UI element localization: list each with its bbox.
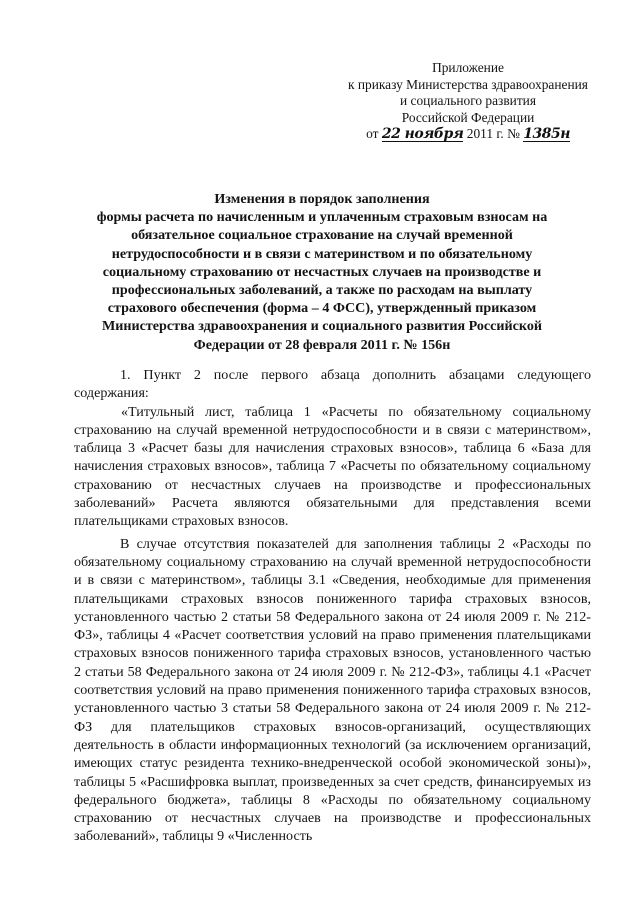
appendix-date-line [330,126,606,143]
title-line: формы расчета по начисленным и уплаченным страховым взносам на [96,209,548,226]
paragraph-absence: В случае отсутствия показателей для заполнения таблицы 2 «Расходы по обязательному социальному страхованию на случай временной нетрудоспособности и в связи с материнством», таблицы 3.1 «Сведения, необходимые для применения плательщиками страховых взносов пониженного тарифа страховых взносов, установленного частью 2 статьи 58 Федерального закона от 24 июля 2009 г. № 212-ФЗ», таблицы 4 «Расчет соответствия условий на право применения плательщиками страховых взносов пониженного тарифа страховых взносов, установленного частью 2 статьи 58 Федерального закона от 24 июля 2009 г. № 212-ФЗ», таблицы 4.1 «Расчет соответствия условий на право применения пониженного тарифа страховых взносов, установленного частью 3 статьи 58 Федерального закона от 24 июля 2009 г. № 212-ФЗ для плательщиков страховых взносов-организаций, осуществляющих деятельность в области информационных технологий (за исключением организаций, имеющих статус резидента технико-внедренческой особой экономической зоны)», таблицы 5 «Расшифровка выплат, произведенных за счет средств, финансируемых из федерального бюджета», таблицы 8 «Расходы по обязательному социальному страхованию от несчастных случаев на производстве и профессиональных заболеваний», таблицы 9 «Численность [74,535,591,845]
year-text: 2011 г. № [466,126,520,141]
paragraph-quoted: «Титульный лист, таблица 1 «Расчеты по обязательному социальному страхованию на случай временной нетрудоспособности и в связи с материнством», таблица 3 «Расчет базы для начисления страховых взносов», таблица 6 «База для начисления страховых взносов», таблица 7 «Расчеты по обязательному социальному страхованию от несчастных случаев на производстве и профессиональных заболеваний» Расчета являются обязательными для представления всеми плательщиками страховых взносов. [74,403,591,530]
paragraph-item-1: 1. Пункт 2 после первого абзаца дополнить абзацами следующего содержания: [74,367,591,402]
appendix-label: Приложение [432,60,504,75]
handwritten-date: 22 ноября [381,126,464,142]
date-prefix: от [366,126,379,141]
document-title [58,190,586,354]
appendix-ministry-line: и социального развития [400,93,536,108]
handwritten-number: 1385н [523,126,570,142]
appendix-order-line: к приказу Министерства здравоохранения [348,76,588,92]
title-line: Изменения в порядок заполнения [214,191,430,207]
title-line: Федерации от 28 февраля 2011 г. № 156н [193,336,451,353]
title-line: страхового обеспечения (форма – 4 ФСС), утвержденный приказом [107,300,537,317]
document-body [74,366,591,846]
title-line: нетрудоспособности и в связи с материнством и по обязательному [111,245,533,262]
title-line: Министерства здравоохранения и социального развития Российской [101,318,543,335]
appendix-header [330,60,606,143]
title-line: обязательное социальное страхование на случай временной [131,227,513,244]
title-line: социальному страхованию от несчастных случаев на производстве и [102,263,542,280]
appendix-country-line: Российской Федерации [401,109,535,125]
title-line: профессиональных заболеваний, а также по расходам на выплату [111,282,533,299]
